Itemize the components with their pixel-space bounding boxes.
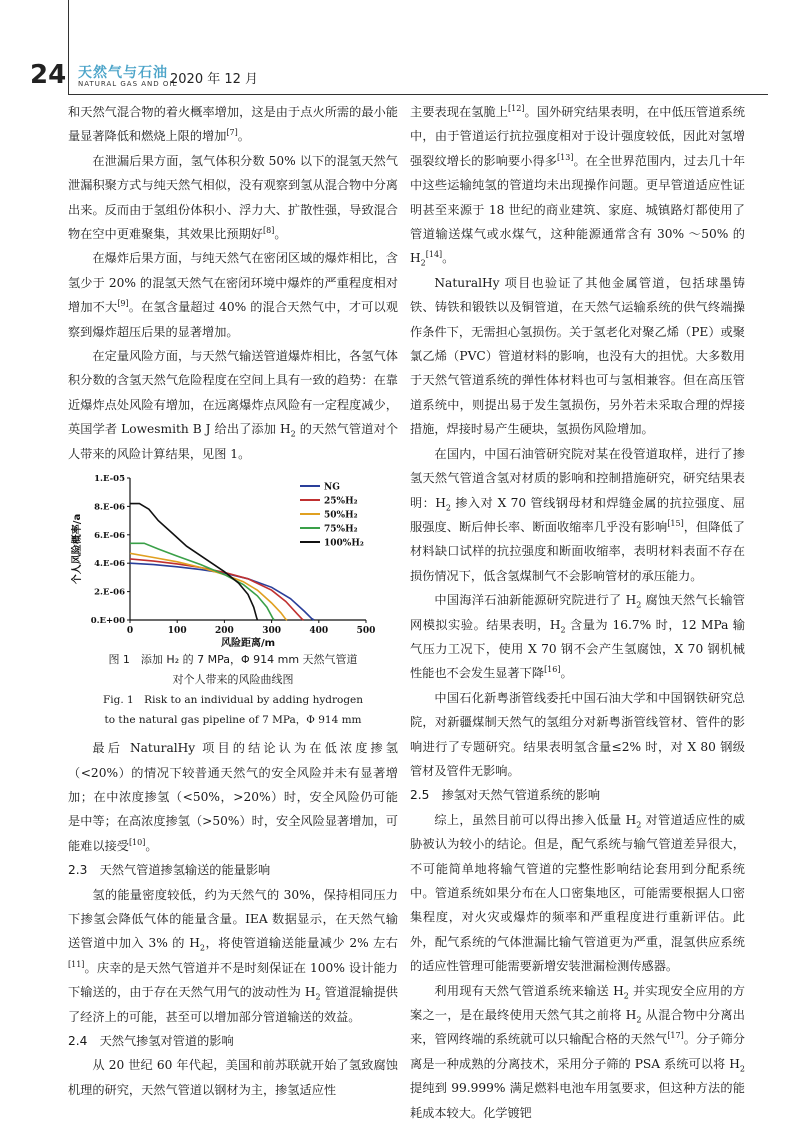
paragraph: 在泄漏后果方面，氢气体积分数 50% 以下的混氢天然气泄漏积聚方式与纯天然气相似，没有观察到氢从混合物中分离出来。反而由于氢组份体积小、浮力大、扩散性强，导致混合物在空中更难聚集，其效果比预期好[8]。	[68, 153, 398, 242]
section-heading: 2.3 天然气管道掺氢输送的能量影响	[68, 863, 271, 878]
risk-chart-svg	[68, 470, 398, 650]
journal-subtitle: NATURAL GAS AND OIL	[78, 80, 178, 88]
y-tick-label: 1.E-05	[94, 474, 125, 485]
risk-chart	[68, 470, 398, 650]
x-tick-label: 300	[262, 626, 281, 637]
legend-label: NG	[324, 482, 340, 493]
paragraph: 在爆炸后果方面，与纯天然气在密闭区域的爆炸相比，含氢少于 20% 的混氢天然气在密闭环境中爆炸的严重程度相对增加不大[9]。在氢含量超过 40% 的混合天然气中，才可以观察到爆炸超压后果的显著增加。	[68, 251, 398, 339]
paragraph: 中国石化新粤浙管线委托中国石油大学和中国钢铁研究总院，对新疆煤制天然气的氢组分对新粤浙管线管材、管件的影响进行了专题研究。结果表明氢含量≤2% 时，对 X 80 钢级管材及管件无影响。	[410, 690, 745, 778]
x-tick-label: 500	[356, 626, 376, 637]
y-tick-label: 0.E+00	[90, 616, 125, 627]
legend-label: 75%H₂	[324, 524, 358, 535]
paragraph: 在国内，中国石油管研究院对某在役管道取样，进行了掺氢天然气管道含氢对材质的影响和控制措施研究，研究结果表明：$H_2$ 掺入对 X 70 管线钢母材和焊缝金属的抗拉强度、屈服强度、断后伸长率、断面收缩率几乎没有影响[15]，但降低了材料缺口试样的抗拉强度和断面收缩率，表明材料表面不存在损伤情况下，低含氢煤制气不会影响管材的承压能力。	[410, 446, 745, 583]
legend-label: 100%H₂	[324, 538, 364, 549]
x-tick-label: 100	[167, 626, 187, 637]
paragraph: 综上，虽然目前可以得出掺入低量 $H_2$ 对管道适应性的威胁被认为较小的结论。但是，配气系统与输气管道差异很大，不可能简单地将输气管道的完整性影响结论套用到分配系统中。管道系统如果分布在人口密集地区，可能需要根据人口密集程度，对火灾或爆炸的频率和严重程度进行重新评估。此外，配气系统的气体泄漏比输气管道更为严重，混氢供应系统的适应性管理可能需要新增安装泄漏检测传感器。	[410, 812, 745, 974]
y-tick-label: 8.E-06	[94, 502, 125, 513]
paragraph: 和天然气混合物的着火概率增加，这是由于点火所需的最小能量显著降低和燃烧上限的增加[7]。	[68, 105, 398, 144]
journal-title: 天然气与石油	[78, 65, 168, 81]
left-column	[68, 100, 398, 1102]
issue-date: 2020 年 12 月	[170, 72, 259, 87]
right-column	[410, 100, 745, 1125]
paragraph: 最后 NaturalHy 项目的结论认为在低浓度掺氢（<20%）的情况下较普通天然气的安全风险并未有显著增加；在中浓度掺氢（<50%，>20%）时，安全风险仍可能是中等；在高浓度掺氢（>50%）时，安全风险显著增加，可能难以接受[10]。	[68, 741, 398, 853]
figure-caption-en: Fig. 1 Risk to an individual by adding hydrogen	[102, 694, 364, 707]
header-divider	[68, 0, 69, 95]
section-heading: 2.4 天然气掺氢对管道的影响	[68, 1033, 234, 1048]
y-axis-label: 个人风险概率/a	[72, 513, 83, 585]
figure-caption-en-2: to the natural gas pipeline of 7 MPa，Φ 914 mm	[104, 714, 362, 727]
y-tick-label: 4.E-06	[94, 559, 125, 570]
header-rule	[68, 94, 768, 95]
paragraph: 主要表现在氢脆上[12]。国外研究结果表明，在中低压管道系统中，由于管道运行抗拉强度相对于设计强度较低，因此对氢增强裂纹增长的影响要小得多[13]。在全世界范围内，过去几十年中这些运输纯氢的管道均未出现操作问题。更早管道适应性证明甚至来源于 18 世纪的商业建筑、家庭、城镇路灯都使用了管道输送煤气或水煤气，这种能源通常含有 30% ～50% 的 $H_2[14]$。	[410, 103, 746, 268]
paragraph: 从 20 世纪 60 年代起，美国和前苏联就开始了氢致腐蚀机理的研究，天然气管道以钢材为主，掺氢适应性	[68, 1058, 398, 1097]
figure-caption-cn-2: 对个人带来的风险曲线图	[172, 673, 294, 687]
x-tick-label: 0	[126, 626, 134, 637]
y-tick-label: 6.E-06	[94, 530, 125, 541]
x-tick-label: 200	[215, 626, 234, 637]
legend-label: 25%H₂	[324, 496, 358, 507]
y-tick-label: 2.E-06	[94, 587, 125, 598]
paragraph: 中国海洋石油新能源研究院进行了 $H_2$ 腐蚀天然气长输管网模拟实验。结果表明，$H_2$ 含量为 16.7% 时，12 MPa 输气压力工况下，使用 X 70 钢不会产生氢腐蚀，X 70 钢机械性能也不会发生显著下降[16]。	[410, 593, 745, 681]
x-axis-label: 风险距离/m	[220, 638, 276, 650]
paragraph: 利用现有天然气管道系统来输送 $H_2$ 并实现安全应用的方案之一，是在最终使用天然气其之前将 $H_2$ 从混合物中分离出来，管网终端的系统就可以只输配合格的天然气[17]。分子筛分离是一种成熟的分离技术，采用分子筛的 PSA 系统可以将 $H_2$ 提纯到 99.999% 满足燃料电池车用氢要求，但这种方法的能耗成本较大。化学镀钯	[410, 983, 745, 1120]
x-tick-label: 400	[309, 626, 329, 637]
paragraph: NaturalHy 项目也验证了其他金属管道，包括球墨铸铁、铸铁和锻铁以及铜管道，在天然气运输系统的供气终端操作条件下，无需担心氢损伤。关于氢老化对聚乙烯（PE）或聚氯乙烯（PVC）管道材料的影响，也没有大的担忧。大多数用于天然气管道系统的弹性体材料也可与氢相兼容。但在高压管道系统中，则提出易于发生氢损伤，另外若未采取合理的焊接措施，焊接时易产生硬块，氢损伤风险增加。	[410, 275, 745, 437]
paragraph: 在定量风险方面，与天然气输送管道爆炸相比，各氢气体积分数的含氢天然气危险程度在空间上具有一致的趋势：在靠近爆炸点处风险有增加，在远离爆炸点风险有一定程度减少，英国学者 Lowesmith B J 给出了添加 $H_2$ 的天然气管道对个人带来的风险计算结果，见图 1。	[68, 349, 399, 461]
series-line	[130, 559, 304, 620]
page-number: 24	[30, 60, 67, 90]
legend-label: 50%H₂	[324, 510, 358, 521]
section-heading: 2.5 掺氢对天然气管道系统的影响	[410, 788, 601, 803]
figure-caption-cn: 图 1 添加 H₂ 的 7 MPa，Φ 914 mm 天然气管道	[108, 653, 358, 667]
paragraph: 氢的能量密度较低，约为天然气的 30%，保持相同压力下掺氢会降低气体的能量含量。IEA 数据显示，在天然气输送管道中加入 3% 的 $H_2$，将使管道输送能量减少 2% 左右[11]。庆幸的是天然气管道并不是时刻保证在 100% 设计能力下输送的，由于存在天然气用气的波动性为 $H_2$ 管道混输提供了经济上的可能，甚至可以增加部分管道输送的效益。	[68, 887, 398, 1024]
